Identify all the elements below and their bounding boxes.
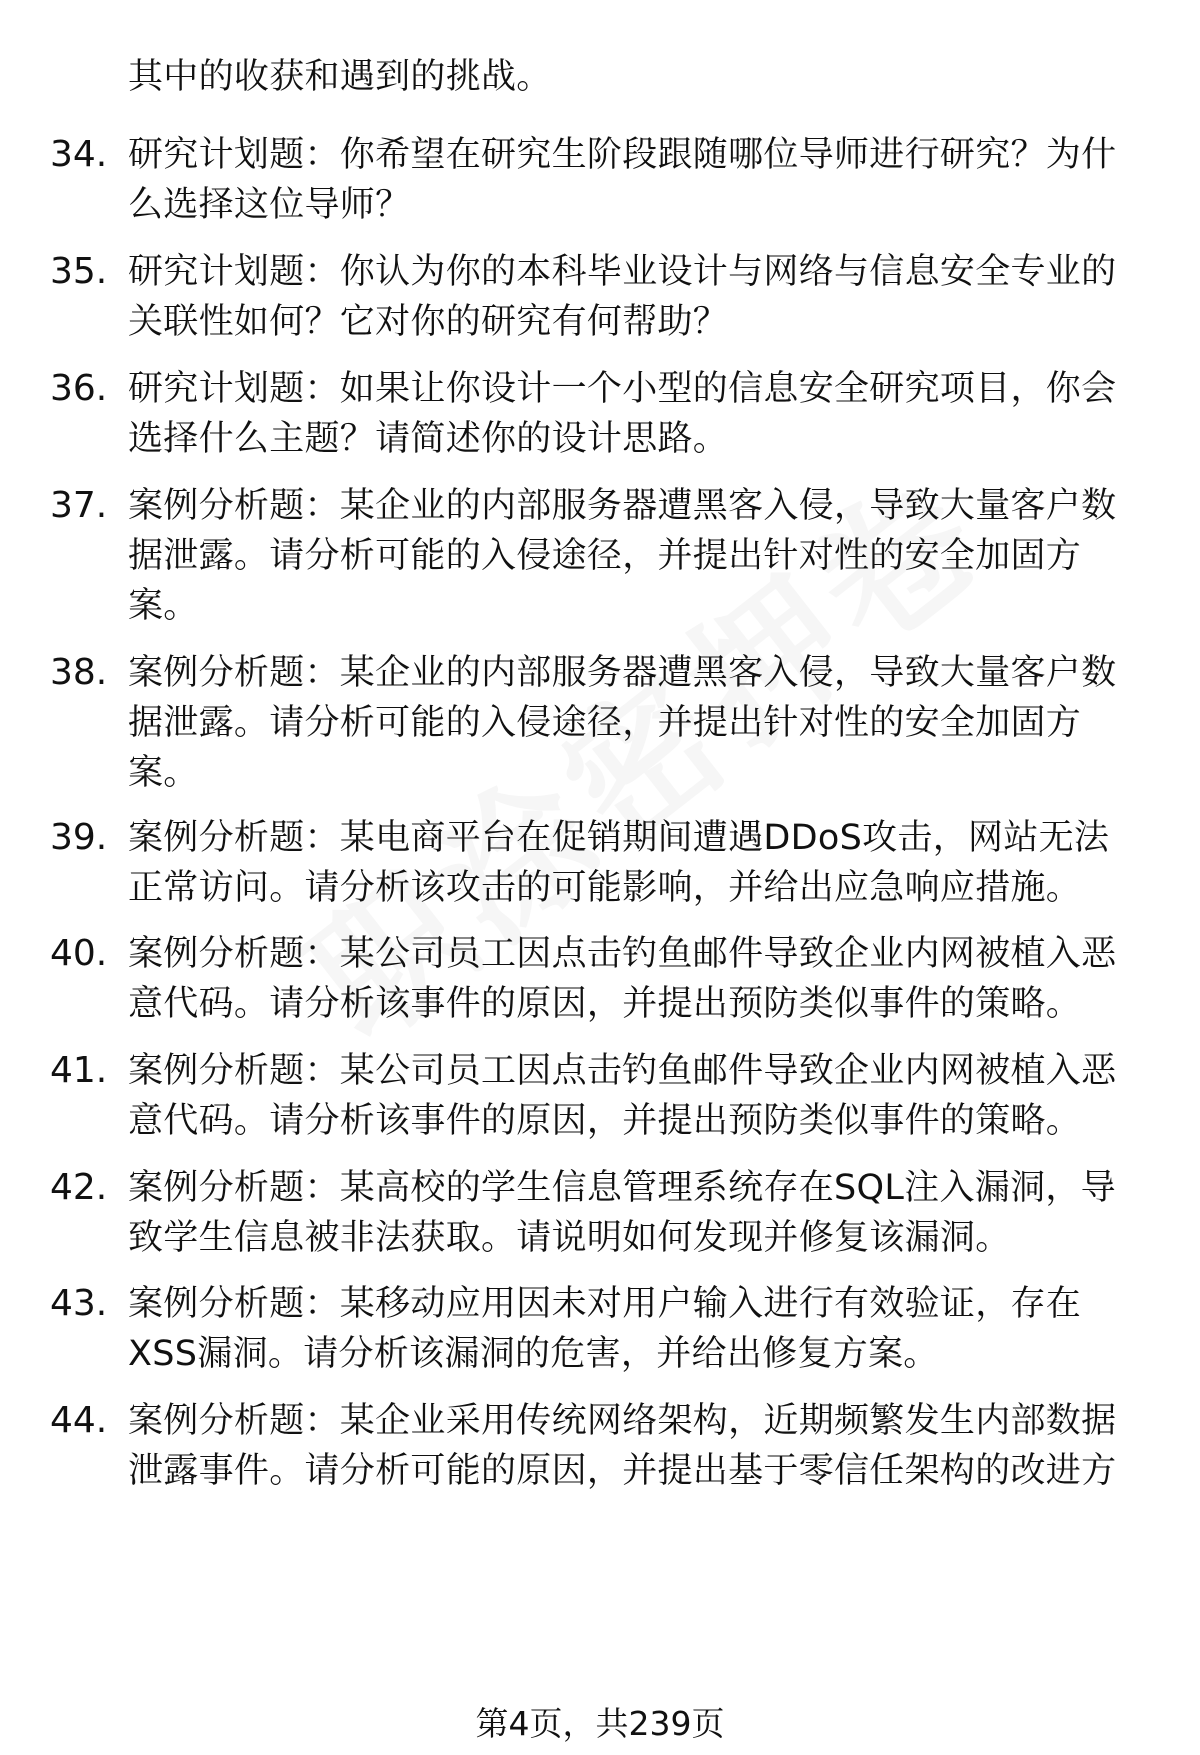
item-text xyxy=(128,929,1140,1029)
item-number: 36. xyxy=(50,368,108,409)
item-text xyxy=(128,1279,1140,1379)
text-line: 致学生信息被非法获取。请说明如何发现并修复该漏洞。 xyxy=(128,1218,1011,1258)
item-text xyxy=(128,1163,1140,1263)
item-number: 35. xyxy=(50,251,108,292)
text-line: 案例分析题：某公司员工因点击钓鱼邮件导致企业内网被植入恶 xyxy=(128,934,1117,974)
paragraph-text xyxy=(128,52,1140,102)
text-line: 研究计划题：如果让你设计一个小型的信息安全研究项目，你会 xyxy=(128,369,1117,409)
item-number: 44. xyxy=(50,1400,108,1441)
item-text xyxy=(128,1046,1140,1146)
item-number: 43. xyxy=(50,1283,108,1324)
text-line: 据泄露。请分析可能的入侵途径，并提出针对性的安全加固方 xyxy=(128,536,1082,576)
item-text xyxy=(128,247,1140,347)
item-text xyxy=(128,1396,1140,1496)
item-text xyxy=(128,813,1140,913)
item-number: 39. xyxy=(50,817,108,858)
text-line: 研究计划题：你希望在研究生阶段跟随哪位导师进行研究？为什 xyxy=(128,135,1117,175)
text-line: 研究计划题：你认为你的本科毕业设计与网络与信息安全专业的 xyxy=(128,252,1117,292)
text-line: 案例分析题：某公司员工因点击钓鱼邮件导致企业内网被植入恶 xyxy=(128,1051,1117,1091)
text-line: 泄露事件。请分析可能的原因，并提出基于零信任架构的改进方 xyxy=(128,1451,1117,1491)
text-line: 正常访问。请分析该攻击的可能影响，并给出应急响应措施。 xyxy=(128,868,1082,908)
text-line: 案例分析题：某企业采用传统网络架构，近期频繁发生内部数据 xyxy=(128,1401,1117,1441)
item-text xyxy=(128,481,1140,631)
text-line: 案。 xyxy=(128,586,199,626)
text-line: 案例分析题：某企业的内部服务器遭黑客入侵，导致大量客户数 xyxy=(128,486,1117,526)
item-text xyxy=(128,130,1140,230)
item-number: 38. xyxy=(50,652,108,693)
text-line: 案例分析题：某电商平台在促销期间遭遇DDoS攻击，网站无法 xyxy=(128,818,1110,858)
text-line: 案例分析题：某高校的学生信息管理系统存在SQL注入漏洞，导 xyxy=(128,1168,1116,1208)
item-text xyxy=(128,648,1140,798)
text-line: 意代码。请分析该事件的原因，并提出预防类似事件的策略。 xyxy=(128,984,1082,1024)
item-number: 34. xyxy=(50,134,108,175)
text-line: 案例分析题：某企业的内部服务器遭黑客入侵，导致大量客户数 xyxy=(128,653,1117,693)
page-number-footer: 第4页，共239页 xyxy=(475,1704,725,1743)
text-line: 据泄露。请分析可能的入侵途径，并提出针对性的安全加固方 xyxy=(128,703,1082,743)
text-line: XSS漏洞。请分析该漏洞的危害，并给出修复方案。 xyxy=(128,1334,939,1374)
item-number: 42. xyxy=(50,1167,108,1208)
text-line: 案例分析题：某移动应用因未对用户输入进行有效验证，存在 xyxy=(128,1284,1082,1324)
text-line: 其中的收获和遇到的挑战。 xyxy=(128,57,552,97)
item-number: 41. xyxy=(50,1050,108,1091)
item-text xyxy=(128,364,1140,464)
item-number: 40. xyxy=(50,933,108,974)
item-number: 37. xyxy=(50,485,108,526)
text-line: 么选择这位导师？ xyxy=(128,185,411,225)
text-line: 选择什么主题？请简述你的设计思路。 xyxy=(128,419,729,459)
text-line: 案。 xyxy=(128,753,199,793)
text-line: 关联性如何？它对你的研究有何帮助？ xyxy=(128,302,729,342)
text-line: 意代码。请分析该事件的原因，并提出预防类似事件的策略。 xyxy=(128,1101,1082,1141)
